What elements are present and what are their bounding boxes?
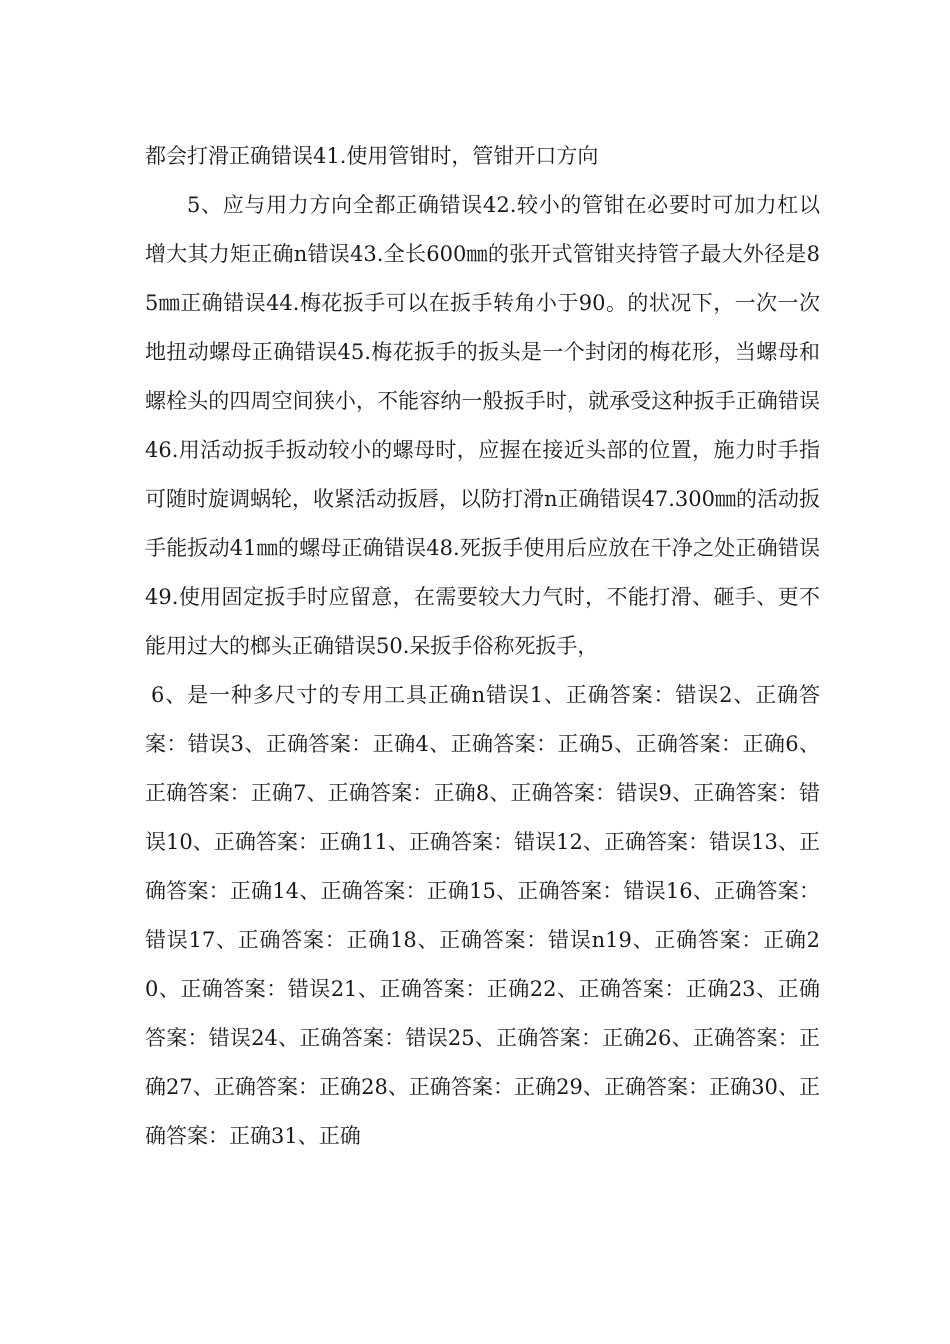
document-body: [145, 132, 820, 1161]
paragraph-3: 6、是一种多尺寸的专用工具正确n错误1、正确答案：错误2、正确答案：错误3、正确答案：正确4、正确答案：正确5、正确答案：正确6、正确答案：正确7、正确答案：正确8、正确答案：错误9、正确答案：错误10、正确答案：正确11、正确答案：错误12、正确答案：错误13、正确答案：正确14、正确答案：正确15、正确答案：错误16、正确答案：错误17、正确答案：正确18、正确答案：错误n19、正确答案：正确20、正确答案：错误21、正确答案：正确22、正确答案：正确23、正确答案：错误24、正确答案：错误25、正确答案：正确26、正确答案：正确27、正确答案：正确28、正确答案：正确29、正确答案：正确30、正确答案：正确31、正确: [145, 683, 820, 1148]
paragraph-1: 都会打滑正确错误41.使用管钳时，管钳开口方向: [145, 144, 599, 168]
paragraph-2: 5、应与用力方向全都正确错误42.较小的管钳在必要时可加力杠以增大其力矩正确n错误43.全长600㎜的张开式管钳夹持管子最大外径是85㎜正确错误44.梅花扳手可以在扳手转角小于90。的状况下，一次一次地扭动螺母正确错误45.梅花扳手的扳头是一个封闭的梅花形，当螺母和螺栓头的四周空间狭小，不能容纳一般扳手时，就承受这种扳手正确错误46.用活动扳手扳动较小的螺母时，应握在接近头部的位置，施力时手指可随时旋调蜗轮，收紧活动扳唇，以防打滑n正确错误47.300㎜的活动扳手能扳动41㎜的螺母正确错误48.死扳手使用后应放在干净之处正确错误49.使用固定扳手时应留意，在需要较大力气时，不能打滑、砸手、更不能用过大的榔头正确错误50.呆扳手俗称死扳手，: [145, 193, 821, 658]
